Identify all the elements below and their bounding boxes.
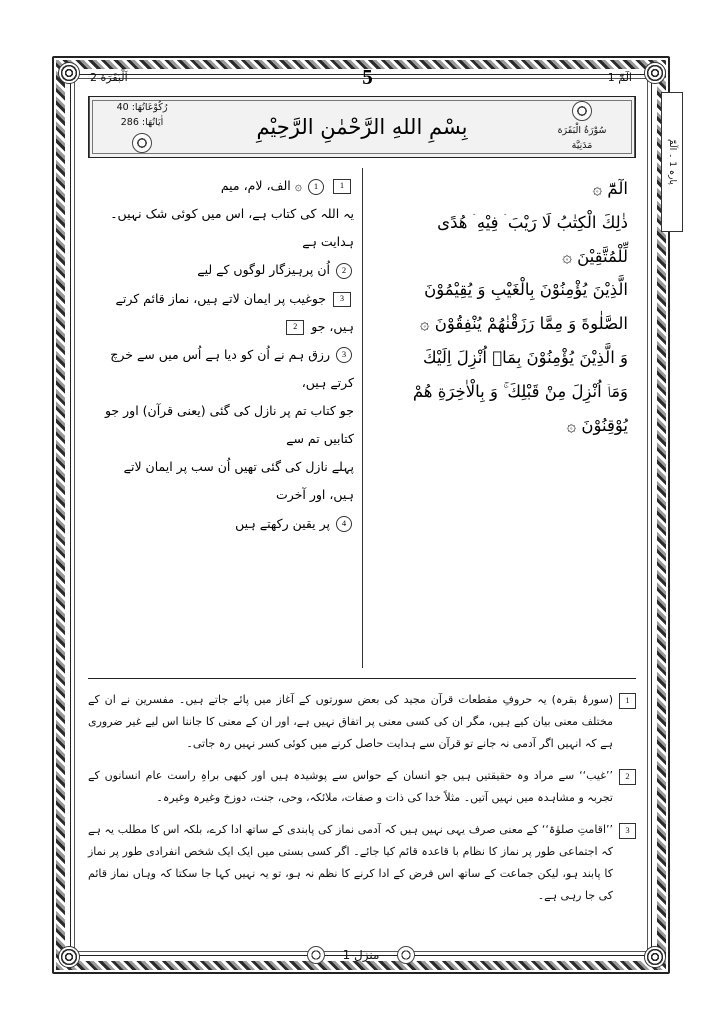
ruku-count: رُکُوْعَاتُهَا: 40: [116, 102, 168, 114]
footnote-item: [88, 689, 636, 755]
urdu-line: [96, 510, 354, 538]
urdu-text: پر یقین رکھتے ہیں: [235, 515, 331, 531]
ornament-icon: [572, 101, 592, 121]
urdu-text: جو کتاب تم پر نازل کی گئی (یعنی قرآن) اور جو کتابیں تم سے: [104, 403, 354, 447]
arabic-line: الصَّلٰوةَ وَ مِمَّا رَزَقْنٰهُمْ يُنْفِقُوْنَ ۞: [419, 314, 628, 334]
urdu-line: [96, 172, 354, 200]
footnote-ref[interactable]: 3: [333, 292, 351, 307]
footnote-number: 2: [619, 769, 636, 785]
urdu-line: [96, 285, 354, 341]
arabic-line: وَمَاۤ اُنْزِلَ مِنْ قَبْلِكَ ۚ وَ بِالْاٰخِرَةِ هُمْ: [412, 381, 628, 401]
basmala-container: [194, 97, 530, 157]
surah-title-bar: [88, 96, 636, 158]
footnote-text: (سورۂ بقرہ) یہ حروفِ مقطعات قرآن مجید کی بعض سورتوں کے آغاز میں پائے جاتے ہیں۔ مفسرین نے ان کے مختلف معنی بیان کیے ہیں، مگر ان کی کسی معنی پر اتفاق نہیں ہے، اور ان کے معنی کا جاننا اس لیے غیر ضروری ہے کہ انہیں اگر آدمی نہ جانے تو قرآن سے ہدایت حاصل کرنے میں کوئی کسر نہیں رہ جاتی۔: [88, 693, 613, 750]
ayah-count: اٰیَاتُهَا: 286: [120, 116, 164, 128]
arabic-line: الٓمّٓ ۞: [592, 179, 628, 198]
ornament-icon: [132, 133, 152, 153]
ayah-number: 4: [336, 516, 352, 532]
urdu-line: [96, 341, 354, 397]
footnote-text: ’’غیب‘‘ سے مراد وہ حقیقتیں ہیں جو انسان کے حواس سے پوشیدہ ہیں اور کبھی براہِ راست عام انسانوں کے تجربہ و مشاہدہ میں نہیں آتیں۔ مثلاً خدا کی ذات و صفات، ملائکہ، وحی، جنت، دوزخ وغیرہ وغیرہ۔: [88, 769, 613, 804]
footnote-text: ’’اقامتِ صلوٰۃ‘‘ کے معنی صرف یہی نہیں ہیں کہ آدمی نماز کی پابندی کے ساتھ ادا کرے، بلکہ اس کا مطلب یہ ہے کہ اجتماعی طور پر نماز کا نظام با قاعدہ قائم کیا جائے۔ اگر کسی بستی میں ایک ایک شخص انفرادی طور پر نماز کا پابند ہو، لیکن جماعت کے ساتھ اس فرض کے ادا کرنے کا نظم نہ ہو، تو یہ نہیں کہا جا سکتا کہ وہاں نماز قائم کی جا رہی ہے۔: [88, 823, 613, 902]
urdu-text: یہ اللہ کی کتاب ہے، اس میں کوئی شک نہیں۔ ہدایت ہے: [110, 206, 354, 250]
corner-rosette-icon: [644, 62, 666, 84]
arabic-text-column: [362, 168, 636, 668]
arabic-line: ذٰلِكَ الْكِتٰبُ لَا رَيْبَ ۛ فِيْهِ ۛ هُدًى: [437, 212, 628, 232]
basmala-text: بِسْمِ اللهِ الرَّحْمٰنِ الرَّحِيْمِ: [256, 115, 468, 139]
urdu-line: [96, 200, 354, 256]
page-header: [76, 62, 646, 92]
footnote-ref[interactable]: 1: [333, 179, 351, 194]
urdu-text: اُن پرہیزگار لوگوں کے لیے: [197, 262, 331, 278]
arabic-line: لِّلْمُتَّقِيْنَ ۞: [562, 246, 628, 266]
footnotes-section: [88, 678, 636, 940]
manzil-label: منزل 1: [342, 948, 380, 962]
arabic-line: يُوْقِنُوْنَ ۞: [566, 415, 628, 435]
urdu-text: جوغیب پر ایمان لاتے ہیں، نماز قائم کرتے ہیں، جو: [115, 290, 354, 334]
scripture-body: [88, 168, 636, 668]
header-surah-label: اَلْبَقَرَة 2: [90, 70, 128, 84]
arabic-line: الَّذِيْنَ يُؤْمِنُوْنَ بِالْغَيْبِ وَ يُقِيْمُوْنَ: [424, 280, 628, 300]
urdu-line: [96, 256, 354, 284]
footnote-number: 1: [619, 693, 636, 709]
para-side-tab: [661, 92, 683, 232]
surah-info-cell: [530, 97, 635, 157]
para-side-tab-label: پارہ 1 ۔ الٓمّٓ: [667, 139, 677, 185]
footnote-ref[interactable]: 2: [286, 320, 304, 335]
urdu-text: رزق ہم نے اُن کو دیا ہے اُس میں سے خرچ کرتے ہیں،: [110, 346, 354, 390]
footnote-number: 3: [619, 823, 636, 839]
ayah-number: 3: [336, 347, 352, 363]
urdu-translation-column: [88, 168, 362, 668]
urdu-text: پہلے نازل کی گئی تھیں اُن سب پر ایمان لاتے ہیں، اور آخرت: [123, 459, 354, 503]
footnote-item: [88, 765, 636, 809]
surah-revelation-type: مَدَنِیَّة: [571, 139, 593, 151]
page-number: 5: [362, 64, 374, 89]
ornament-icon: [397, 946, 415, 964]
urdu-line: [96, 453, 354, 509]
header-para-label: الٓمّٓ 1: [607, 70, 632, 84]
ayah-number: 1: [308, 179, 324, 195]
arabic-line: وَ الَّذِيْنَ يُؤْمِنُوْنَ بِمَاۤ اُنْزِلَ اِلَيْكَ: [422, 348, 628, 368]
footnote-item: [88, 819, 636, 907]
urdu-text: ۞ الف، لام، میم: [220, 178, 303, 193]
ayah-number: 2: [336, 263, 352, 279]
surah-counts-cell: [89, 97, 194, 157]
surah-name: سُوْرَةُ الْبَقَرَة: [557, 125, 607, 137]
urdu-line: [96, 397, 354, 453]
page-footer: [76, 942, 646, 968]
ornament-icon: [307, 946, 325, 964]
corner-rosette-icon: [644, 946, 666, 968]
